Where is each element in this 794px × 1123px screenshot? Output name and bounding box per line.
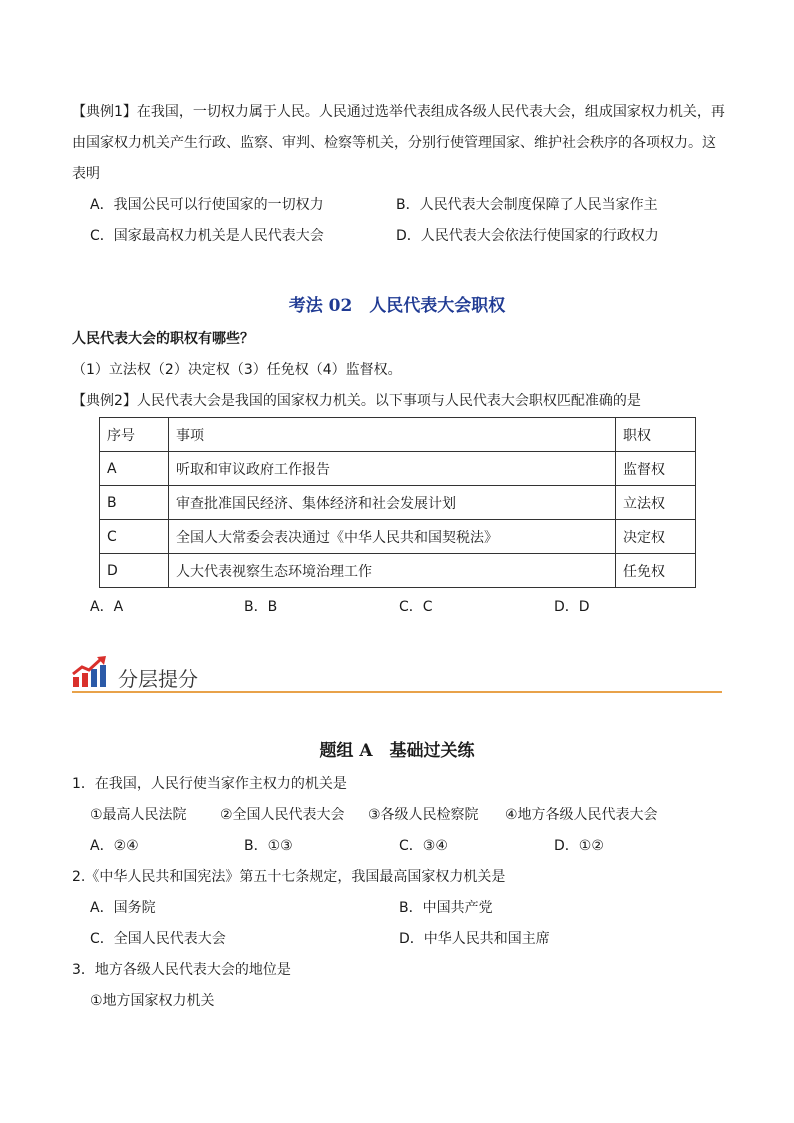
example2-stem: 【典例2】人民代表大会是我国的国家权力机关。以下事项与人民代表大会职权匹配准确的是 [72, 393, 641, 409]
q2-option-a: A．国务院 [90, 900, 156, 916]
table-cell: 任免权 [616, 554, 696, 588]
q3-stem: 3．地方各级人民代表大会的地位是 [72, 962, 291, 978]
example1-option-b: B．人民代表大会制度保障了人民当家作主 [396, 197, 658, 213]
banner-title: 分层提分 [118, 667, 198, 691]
section-heading-02: 考法 02 人民代表大会职权 [288, 296, 506, 316]
example1-option-a: A．我国公民可以行使国家的一切权力 [90, 197, 324, 213]
q2-stem: 2.《中华人民共和国宪法》第五十七条规定，我国最高国家权力机关是 [72, 869, 506, 885]
table-row [100, 520, 696, 554]
table-cell: B [100, 486, 169, 520]
bar-chart-arrow-icon [72, 655, 108, 689]
example1-line2: 由国家权力机关产生行政、监察、审判、检察等机关，分别行使管理国家、维护社会秩序的各项权力。这 [72, 135, 716, 151]
q1-item-1: ①最高人民法院 [90, 807, 187, 823]
powers-question: 人民代表大会的职权有哪些？ [72, 331, 254, 347]
table-row [100, 452, 696, 486]
example2-option-a: A．A [90, 599, 124, 615]
table-row [100, 554, 696, 588]
example1-option-c: C．国家最高权力机关是人民代表大会 [90, 228, 324, 244]
q1-stem: 1．在我国，人民行使当家作主权力的机关是 [72, 776, 347, 792]
group-a-heading: 题组 A 基础过关练 [319, 741, 475, 761]
example1-line3: 表明 [72, 166, 100, 182]
q1-option-c: C．③④ [399, 838, 448, 854]
table-cell: 立法权 [616, 486, 696, 520]
q1-item-4: ④地方各级人民代表大会 [505, 807, 658, 823]
example2-option-d: D．D [554, 599, 590, 615]
powers-answer: （1）立法权（2）决定权（3）任免权（4）监督权。 [72, 362, 402, 378]
q2-option-b: B．中国共产党 [399, 900, 493, 916]
table-cell: A [100, 452, 169, 486]
banner-divider [72, 691, 722, 693]
table-cell: 监督权 [616, 452, 696, 486]
example1-line1: 【典例1】在我国，一切权力属于人民。人民通过选举代表组成各级人民代表大会，组成国家权力机关，再 [72, 104, 725, 120]
example1-option-d: D．人民代表大会依法行使国家的行政权力 [396, 228, 659, 244]
table-cell: C [100, 520, 169, 554]
q2-option-c: C．全国人民代表大会 [90, 931, 226, 947]
q1-option-b: B．①③ [244, 838, 293, 854]
table-row [100, 486, 696, 520]
table-cell: 人大代表视察生态环境治理工作 [169, 554, 616, 588]
q2-option-d: D．中华人民共和国主席 [399, 931, 550, 947]
section-banner [72, 655, 722, 693]
table-header-cell: 事项 [169, 418, 616, 452]
table-header-row [100, 418, 696, 452]
table-cell: 决定权 [616, 520, 696, 554]
example2-option-c: C．C [399, 599, 433, 615]
q1-item-3: ③各级人民检察院 [368, 807, 479, 823]
table-cell: 全国人大常委会表决通过《中华人民共和国契税法》 [169, 520, 616, 554]
q3-item-1: ①地方国家权力机关 [90, 993, 215, 1009]
example2-option-b: B．B [244, 599, 278, 615]
table-header-cell: 职权 [616, 418, 696, 452]
example2-table [99, 417, 696, 588]
table-cell: 听取和审议政府工作报告 [169, 452, 616, 486]
q1-option-a: A．②④ [90, 838, 139, 854]
table-cell: D [100, 554, 169, 588]
q1-option-d: D．①② [554, 838, 604, 854]
q1-item-2: ②全国人民代表大会 [220, 807, 345, 823]
table-cell: 审查批准国民经济、集体经济和社会发展计划 [169, 486, 616, 520]
table-header-cell: 序号 [100, 418, 169, 452]
